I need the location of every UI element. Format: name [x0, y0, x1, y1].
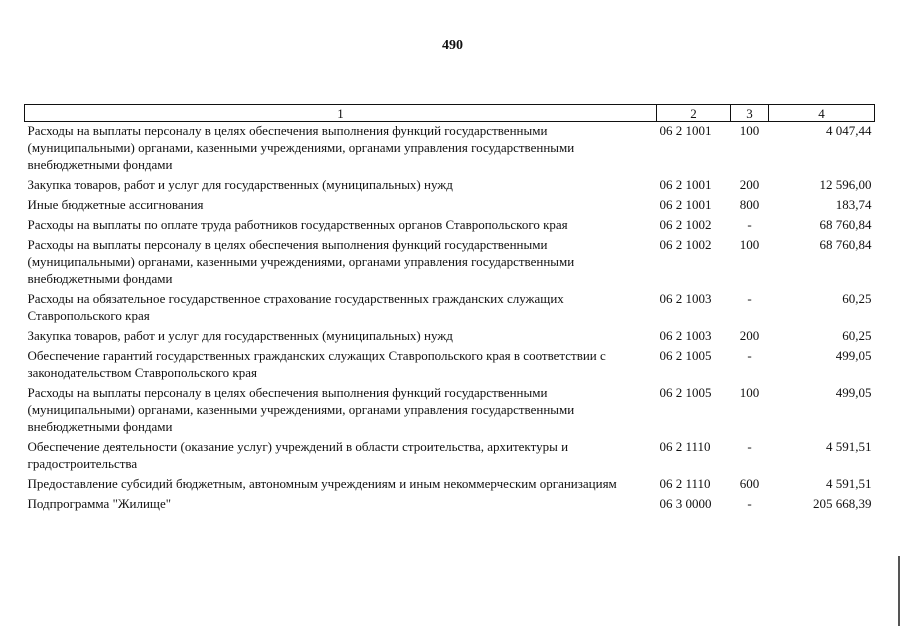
row-name: Подпрограмма "Жилище" — [27, 496, 172, 511]
row-amount: 183,74 — [835, 197, 872, 212]
row-name: Обеспечение деятельности (оказание услуг) учреждений в области строительства, архитектуры и градостроительства — [27, 439, 569, 471]
row-code: 06 2 1003 — [659, 291, 712, 306]
row-name: Расходы на выплаты персоналу в целях обеспечения выполнения функций государственными (муниципальными) органами, казенными учреждениями, органами управления государственными внебюджетными фондами — [27, 123, 575, 172]
table-row — [25, 290, 875, 327]
row-amount: 12 596,00 — [819, 177, 872, 192]
row-code: 06 2 1002 — [659, 217, 712, 232]
table-row — [25, 216, 875, 236]
row-code: 06 2 1110 — [659, 476, 711, 491]
row-amount: 205 668,39 — [813, 496, 872, 511]
row-kind: 800 — [739, 197, 760, 212]
table-row — [25, 122, 875, 177]
row-amount: 60,25 — [842, 328, 872, 343]
budget-table — [24, 104, 875, 515]
row-code: 06 2 1002 — [659, 237, 712, 252]
row-name: Расходы на выплаты по оплате труда работников государственных органов Ставропольского края — [27, 217, 568, 232]
row-code: 06 2 1001 — [659, 177, 712, 192]
row-amount: 499,05 — [835, 348, 872, 363]
header-col-1: 1 — [25, 105, 657, 122]
row-amount: 4 591,51 — [826, 439, 872, 454]
table-row — [25, 384, 875, 438]
row-kind: 100 — [739, 385, 760, 400]
table-row — [25, 236, 875, 290]
row-name: Обеспечение гарантий государственных гражданских служащих Ставропольского края в соответствии с законодательством Ставропольского края — [27, 348, 606, 380]
row-kind: 600 — [739, 476, 760, 491]
page-edge-mark — [898, 556, 900, 626]
header-row — [25, 105, 875, 122]
table-row — [25, 176, 875, 196]
row-amount: 60,25 — [842, 291, 872, 306]
row-kind: - — [747, 348, 752, 363]
row-code: 06 2 1001 — [659, 123, 712, 138]
row-name: Расходы на обязательное государственное страхование государственных гражданских служащих Ставропольского края — [27, 291, 564, 323]
row-amount: 4 047,44 — [826, 123, 872, 138]
table-row — [25, 196, 875, 216]
header-col-2: 2 — [657, 105, 731, 122]
table-row — [25, 438, 875, 475]
table-row — [25, 475, 875, 495]
row-code: 06 2 1110 — [659, 439, 711, 454]
table-row — [25, 347, 875, 384]
row-code: 06 2 1003 — [659, 328, 712, 343]
row-name: Предоставление субсидий бюджетным, автономным учреждениям и иным некоммерческим организациям — [27, 476, 617, 491]
table-row — [25, 327, 875, 347]
row-kind: - — [747, 496, 752, 511]
table-row — [25, 495, 875, 515]
row-kind: - — [747, 439, 752, 454]
row-code: 06 2 1005 — [659, 385, 712, 400]
row-code: 06 2 1005 — [659, 348, 712, 363]
header-col-3: 3 — [731, 105, 769, 122]
row-name: Расходы на выплаты персоналу в целях обеспечения выполнения функций государственными (муниципальными) органами, казенными учреждениями, органами управления государственными внебюджетными фондами — [27, 237, 575, 286]
row-code: 06 2 1001 — [659, 197, 712, 212]
row-name: Расходы на выплаты персоналу в целях обеспечения выполнения функций государственными (муниципальными) органами, казенными учреждениями, органами управления государственными внебюджетными фондами — [27, 385, 575, 434]
row-name: Иные бюджетные ассигнования — [27, 197, 204, 212]
page-number: 490 — [442, 38, 463, 53]
row-kind: 100 — [739, 123, 760, 138]
row-kind: 200 — [739, 177, 760, 192]
row-kind: 100 — [739, 237, 760, 252]
row-name: Закупка товаров, работ и услуг для государственных (муниципальных) нужд — [27, 328, 453, 343]
table-body — [25, 122, 875, 516]
row-kind: - — [747, 217, 752, 232]
row-code: 06 3 0000 — [659, 496, 712, 511]
row-kind: 200 — [739, 328, 760, 343]
row-amount: 68 760,84 — [819, 237, 872, 252]
row-amount: 4 591,51 — [826, 476, 872, 491]
row-name: Закупка товаров, работ и услуг для государственных (муниципальных) нужд — [27, 177, 453, 192]
header-col-4: 4 — [769, 105, 875, 122]
row-amount: 499,05 — [835, 385, 872, 400]
table-header — [25, 105, 875, 122]
row-amount: 68 760,84 — [819, 217, 872, 232]
row-kind: - — [747, 291, 752, 306]
